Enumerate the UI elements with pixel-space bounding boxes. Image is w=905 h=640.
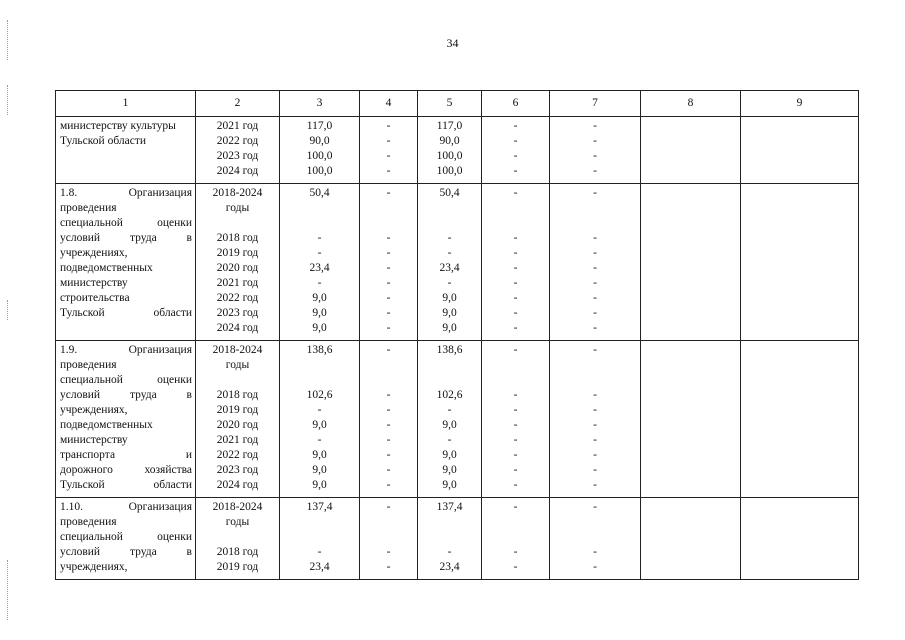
- year-value: 9,0: [442, 292, 457, 304]
- year-label: 2024 год: [216, 322, 259, 334]
- year-label: 2022 год: [216, 292, 259, 304]
- empty-cell-8: [641, 341, 741, 498]
- year-value: -: [513, 419, 518, 431]
- column-header: 2: [196, 91, 280, 117]
- year-value: -: [513, 262, 518, 274]
- year-label: 2023 год: [216, 307, 259, 319]
- table-section-row: [56, 341, 859, 498]
- year-value: -: [317, 277, 322, 289]
- year-value: -: [593, 464, 597, 476]
- year-value: -: [317, 247, 322, 259]
- spacer: [280, 201, 359, 216]
- description-line: 1.10. Организация: [60, 501, 192, 513]
- year-value: -: [513, 120, 518, 132]
- year-value: -: [513, 165, 518, 177]
- value-cell-c6: [482, 498, 550, 580]
- year-value: 9,0: [442, 419, 457, 431]
- total-value: -: [386, 501, 391, 513]
- year-value: -: [386, 307, 391, 319]
- spacer: [482, 530, 549, 545]
- year-value: -: [593, 232, 597, 244]
- description-line: транспорта и: [60, 449, 192, 461]
- total-value: 138,6: [306, 344, 333, 356]
- total-period: 2018-2024: [212, 344, 263, 356]
- year-label: 2018 год: [216, 232, 259, 244]
- year-value: -: [513, 247, 518, 259]
- column-header: 1: [56, 91, 196, 117]
- column-header: 4: [360, 91, 418, 117]
- value-cell-period: [196, 341, 280, 498]
- spacer: [418, 373, 481, 388]
- year-value: -: [513, 150, 518, 162]
- year-value: -: [513, 464, 518, 476]
- year-value: -: [386, 292, 391, 304]
- year-value: -: [593, 150, 597, 162]
- year-value: 90,0: [309, 135, 330, 147]
- year-value: 9,0: [312, 292, 327, 304]
- item-description: [56, 498, 196, 580]
- total-period-unit: годы: [225, 202, 250, 214]
- year-value: -: [593, 165, 597, 177]
- year-value: -: [386, 232, 391, 244]
- spacer: [360, 530, 417, 545]
- spacer: [360, 358, 417, 373]
- year-value: -: [386, 262, 391, 274]
- year-value: -: [447, 404, 452, 416]
- year-value: -: [513, 277, 518, 289]
- spacer: [360, 373, 417, 388]
- year-value: 117,0: [306, 120, 333, 132]
- year-value: -: [593, 292, 597, 304]
- total-value: -: [386, 344, 391, 356]
- year-value: -: [386, 277, 391, 289]
- year-value: -: [593, 277, 597, 289]
- description-line: проведения: [60, 359, 117, 371]
- scan-margin-mark: [7, 20, 9, 60]
- item-description: [56, 341, 196, 498]
- description-line: учреждениях,: [60, 247, 128, 259]
- year-value: -: [447, 434, 452, 446]
- description-line: 1.9. Организация: [60, 344, 192, 356]
- year-label: 2019 год: [216, 247, 259, 259]
- year-value: -: [593, 262, 597, 274]
- year-label: 2021 год: [216, 277, 259, 289]
- value-cell-c3: [280, 184, 360, 341]
- value-cell-c4: [360, 498, 418, 580]
- year-label: 2019 год: [216, 404, 259, 416]
- item-description: [56, 117, 196, 184]
- funding-table: [55, 90, 859, 580]
- year-value: -: [513, 307, 518, 319]
- year-label: 2022 год: [216, 135, 259, 147]
- description-line: подведомственных: [60, 262, 153, 274]
- year-value: -: [593, 434, 597, 446]
- year-value: 9,0: [442, 449, 457, 461]
- year-value: 9,0: [442, 464, 457, 476]
- year-value: 100,0: [306, 150, 333, 162]
- total-value: 138,6: [436, 344, 463, 356]
- description-line: учреждениях,: [60, 561, 128, 573]
- column-header: 6: [482, 91, 550, 117]
- total-period: 2018-2024: [212, 187, 263, 199]
- value-cell-c6: [482, 341, 550, 498]
- spacer: [482, 515, 549, 530]
- year-value: 23,4: [439, 561, 460, 573]
- year-value: 9,0: [312, 307, 327, 319]
- year-value: -: [593, 546, 597, 558]
- year-value: 90,0: [439, 135, 460, 147]
- year-value: -: [386, 546, 391, 558]
- year-value: 100,0: [306, 165, 333, 177]
- spacer: [550, 373, 640, 388]
- value-cell-c4: [360, 117, 418, 184]
- description-line: проведения: [60, 202, 117, 214]
- year-value: -: [513, 479, 518, 491]
- value-cell-c5: [418, 117, 482, 184]
- year-value: -: [513, 322, 518, 334]
- scan-margin-mark: [7, 560, 9, 620]
- description-line: Тульской области: [60, 135, 147, 147]
- description-line: условий труда в: [60, 389, 192, 401]
- year-value: 9,0: [312, 479, 327, 491]
- spacer: [482, 373, 549, 388]
- year-value: 100,0: [436, 165, 463, 177]
- empty-cell-8: [641, 498, 741, 580]
- table-section-row: [56, 498, 859, 580]
- column-header: 8: [641, 91, 741, 117]
- year-value: -: [593, 561, 597, 573]
- spacer: [280, 358, 359, 373]
- year-label: 2018 год: [216, 546, 259, 558]
- spacer: [550, 515, 640, 530]
- empty-cell-9: [741, 341, 859, 498]
- year-value: -: [513, 561, 518, 573]
- description-line: 1.8. Организация: [60, 187, 192, 199]
- year-label: 2021 год: [216, 434, 259, 446]
- column-header-row: [56, 91, 859, 117]
- year-value: 102,6: [306, 389, 333, 401]
- year-value: -: [593, 307, 597, 319]
- spacer: [360, 216, 417, 231]
- value-cell-period: [196, 184, 280, 341]
- year-value: -: [513, 546, 518, 558]
- value-cell-c3: [280, 498, 360, 580]
- year-value: -: [386, 389, 391, 401]
- year-value: -: [447, 277, 452, 289]
- column-header: 9: [741, 91, 859, 117]
- year-value: -: [593, 247, 597, 259]
- year-value: -: [386, 561, 391, 573]
- description-line: министерству: [60, 277, 128, 289]
- empty-cell-9: [741, 498, 859, 580]
- year-value: -: [513, 389, 518, 401]
- empty-cell-8: [641, 184, 741, 341]
- year-value: -: [593, 322, 597, 334]
- description-line: проведения: [60, 516, 117, 528]
- year-value: 117,0: [436, 120, 463, 132]
- spacer: [550, 216, 640, 231]
- description-line: условий труда в: [60, 232, 192, 244]
- year-value: -: [593, 135, 597, 147]
- year-value: 23,4: [439, 262, 460, 274]
- year-value: -: [386, 247, 391, 259]
- spacer: [418, 530, 481, 545]
- scan-margin-mark: [7, 300, 9, 320]
- year-value: -: [593, 449, 597, 461]
- total-period-unit: годы: [225, 359, 250, 371]
- year-value: -: [386, 479, 391, 491]
- year-value: 9,0: [312, 419, 327, 431]
- total-value: -: [593, 187, 597, 199]
- year-value: -: [513, 292, 518, 304]
- description-line: Тульской области: [60, 307, 192, 319]
- value-cell-c7: [550, 184, 641, 341]
- spacer: [482, 201, 549, 216]
- year-value: -: [513, 449, 518, 461]
- year-label: 2024 год: [216, 165, 259, 177]
- spacer: [418, 201, 481, 216]
- year-value: -: [513, 434, 518, 446]
- year-value: -: [386, 150, 391, 162]
- description-line: министерству культуры: [60, 120, 176, 132]
- year-value: 9,0: [312, 449, 327, 461]
- description-line: строительства: [60, 292, 130, 304]
- total-value: -: [513, 187, 518, 199]
- description-line: специальной оценки: [60, 217, 192, 229]
- spacer: [482, 216, 549, 231]
- table-section-row: [56, 184, 859, 341]
- year-value: -: [386, 404, 391, 416]
- table-section-row: [56, 117, 859, 184]
- year-value: 9,0: [312, 464, 327, 476]
- value-cell-c4: [360, 184, 418, 341]
- total-value: -: [593, 501, 597, 513]
- spacer: [418, 515, 481, 530]
- year-value: -: [513, 135, 518, 147]
- year-label: 2019 год: [216, 561, 259, 573]
- total-value: 50,4: [439, 187, 460, 199]
- year-value: -: [513, 232, 518, 244]
- spacer: [418, 216, 481, 231]
- spacer: [482, 358, 549, 373]
- year-value: -: [447, 546, 452, 558]
- total-value: -: [386, 187, 391, 199]
- year-value: 9,0: [442, 322, 457, 334]
- spacer: [550, 358, 640, 373]
- year-value: -: [593, 120, 597, 132]
- description-line: условий труда в: [60, 546, 192, 558]
- spacer: [280, 216, 359, 231]
- value-cell-c7: [550, 341, 641, 498]
- item-description: [56, 184, 196, 341]
- year-value: -: [386, 135, 391, 147]
- empty-cell-8: [641, 117, 741, 184]
- value-cell-c5: [418, 498, 482, 580]
- spacer: [196, 373, 279, 388]
- year-value: -: [593, 404, 597, 416]
- year-label: 2023 год: [216, 150, 259, 162]
- year-value: 100,0: [436, 150, 463, 162]
- year-label: 2020 год: [216, 419, 259, 431]
- year-value: -: [593, 419, 597, 431]
- description-line: министерству: [60, 434, 128, 446]
- description-line: дорожного хозяйства: [60, 464, 192, 476]
- value-cell-c5: [418, 184, 482, 341]
- year-value: 102,6: [436, 389, 463, 401]
- column-header: 3: [280, 91, 360, 117]
- spacer: [196, 530, 279, 545]
- value-cell-period: [196, 498, 280, 580]
- spacer: [550, 530, 640, 545]
- value-cell-c3: [280, 117, 360, 184]
- description-line: Тульской области: [60, 479, 192, 491]
- description-line: подведомственных: [60, 419, 153, 431]
- year-label: 2018 год: [216, 389, 259, 401]
- year-value: -: [317, 404, 322, 416]
- year-value: -: [386, 434, 391, 446]
- total-value: -: [513, 344, 518, 356]
- year-value: -: [386, 165, 391, 177]
- year-value: -: [447, 247, 452, 259]
- year-value: 23,4: [309, 561, 330, 573]
- total-value: 137,4: [436, 501, 463, 513]
- year-value: -: [317, 546, 322, 558]
- year-value: -: [386, 449, 391, 461]
- spacer: [280, 373, 359, 388]
- year-value: -: [386, 322, 391, 334]
- description-line: специальной оценки: [60, 374, 192, 386]
- page-number: 34: [446, 36, 459, 50]
- spacer: [196, 216, 279, 231]
- value-cell-c3: [280, 341, 360, 498]
- spacer: [360, 515, 417, 530]
- year-value: 9,0: [442, 479, 457, 491]
- description-line: учреждениях,: [60, 404, 128, 416]
- year-value: -: [386, 120, 391, 132]
- spacer: [280, 530, 359, 545]
- total-value: 137,4: [306, 501, 333, 513]
- value-cell-c6: [482, 184, 550, 341]
- value-cell-c7: [550, 117, 641, 184]
- column-header: 7: [550, 91, 641, 117]
- year-value: -: [593, 389, 597, 401]
- year-value: 9,0: [442, 307, 457, 319]
- description-line: специальной оценки: [60, 531, 192, 543]
- empty-cell-9: [741, 117, 859, 184]
- year-label: 2022 год: [216, 449, 259, 461]
- value-cell-c5: [418, 341, 482, 498]
- spacer: [360, 201, 417, 216]
- total-value: 50,4: [309, 187, 330, 199]
- year-label: 2020 год: [216, 262, 259, 274]
- year-value: -: [386, 419, 391, 431]
- year-value: -: [593, 479, 597, 491]
- value-cell-period: [196, 117, 280, 184]
- year-value: -: [447, 232, 452, 244]
- year-value: -: [513, 404, 518, 416]
- total-value: -: [513, 501, 518, 513]
- year-label: 2024 год: [216, 479, 259, 491]
- total-value: -: [593, 344, 597, 356]
- spacer: [418, 358, 481, 373]
- year-value: -: [317, 232, 322, 244]
- year-value: 23,4: [309, 262, 330, 274]
- total-period-unit: годы: [225, 516, 250, 528]
- value-cell-c4: [360, 341, 418, 498]
- spacer: [280, 515, 359, 530]
- value-cell-c6: [482, 117, 550, 184]
- spacer: [550, 201, 640, 216]
- column-header: 5: [418, 91, 482, 117]
- year-value: -: [317, 434, 322, 446]
- scan-margin-mark: [7, 85, 9, 115]
- value-cell-c7: [550, 498, 641, 580]
- empty-cell-9: [741, 184, 859, 341]
- total-period: 2018-2024: [212, 501, 263, 513]
- year-label: 2023 год: [216, 464, 259, 476]
- year-value: 9,0: [312, 322, 327, 334]
- year-label: 2021 год: [216, 120, 259, 132]
- year-value: -: [386, 464, 391, 476]
